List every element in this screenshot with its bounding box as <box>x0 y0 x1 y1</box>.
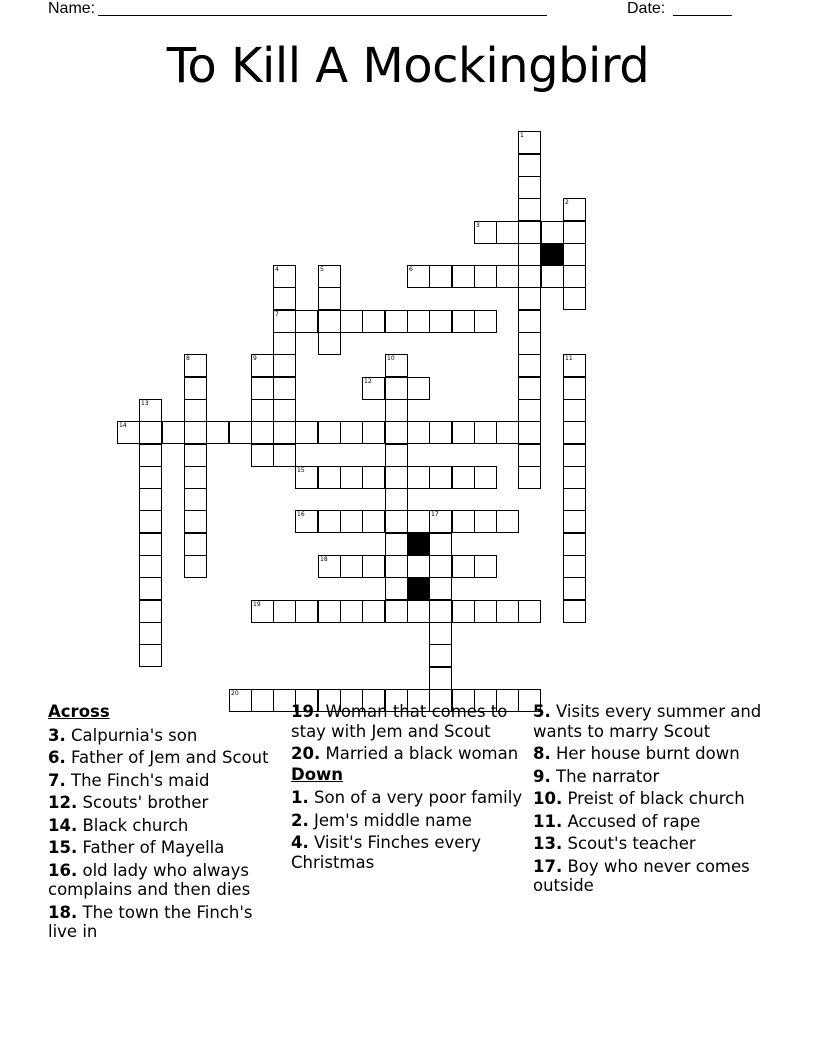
grid-cell[interactable] <box>407 555 430 578</box>
grid-cell[interactable] <box>139 555 162 578</box>
grid-cell[interactable] <box>563 421 586 444</box>
grid-cell[interactable] <box>429 533 452 556</box>
grid-cell[interactable] <box>563 221 586 244</box>
clue-across: 6. Father of Jem and Scout <box>48 748 269 767</box>
grid-cell[interactable] <box>518 600 541 623</box>
grid-cell[interactable] <box>251 354 274 377</box>
grid-cell[interactable] <box>139 600 162 623</box>
grid-cell[interactable] <box>518 176 541 199</box>
grid-cell[interactable] <box>318 555 341 578</box>
grid-cell[interactable] <box>251 399 274 422</box>
clue-down: 1. Son of a very poor family <box>291 788 523 807</box>
clue-down: 5. Visits every summer and wants to marry Scout <box>533 702 762 741</box>
grid-cell[interactable] <box>452 310 475 333</box>
grid-cell[interactable] <box>563 466 586 489</box>
grid-cell[interactable] <box>340 510 363 533</box>
cell-number: 18 <box>320 556 328 563</box>
grid-cell[interactable] <box>474 600 497 623</box>
grid-cell[interactable] <box>139 399 162 422</box>
grid-cell[interactable] <box>318 421 341 444</box>
grid-cell[interactable] <box>318 510 341 533</box>
clues-column-1 <box>48 702 286 945</box>
grid-cell[interactable] <box>184 444 207 467</box>
grid-cell[interactable] <box>318 265 341 288</box>
clue-across: 12. Scouts' brother <box>48 793 209 812</box>
grid-cell[interactable] <box>385 533 408 556</box>
clue-down: 4. Visit's Finches every Christmas <box>291 833 482 872</box>
grid-cell[interactable] <box>385 444 408 467</box>
grid-cell[interactable] <box>295 310 318 333</box>
grid-cell[interactable] <box>139 510 162 533</box>
clue-across: 7. The Finch's maid <box>48 770 210 790</box>
grid-cell[interactable] <box>407 600 430 623</box>
grid-cell[interactable] <box>362 466 385 489</box>
clue-across: 15. Father of Mayella <box>48 838 225 857</box>
clue-across: 3. Calpurnia's son <box>48 725 198 745</box>
grid-cell[interactable] <box>563 510 586 533</box>
grid-cell[interactable] <box>273 444 296 467</box>
grid-cell[interactable] <box>563 265 586 288</box>
date-label: Date: <box>627 0 666 17</box>
grid-cell[interactable] <box>139 577 162 600</box>
grid-cell[interactable] <box>184 555 207 578</box>
grid-cell[interactable] <box>518 466 541 489</box>
grid-cell[interactable] <box>362 510 385 533</box>
name-line[interactable]: ______________________________________________________ <box>98 0 547 17</box>
grid-cell[interactable] <box>429 622 452 645</box>
grid-cell[interactable] <box>385 377 408 400</box>
grid-cell[interactable] <box>474 310 497 333</box>
grid-cell[interactable] <box>362 555 385 578</box>
grid-cell-black <box>407 577 430 600</box>
grid-cell[interactable] <box>385 399 408 422</box>
grid-cell[interactable] <box>385 466 408 489</box>
across-heading: Across <box>48 702 110 721</box>
grid-cell[interactable] <box>563 577 586 600</box>
grid-cell-black <box>407 533 430 556</box>
grid-cell[interactable] <box>541 265 564 288</box>
grid-cell[interactable] <box>184 354 207 377</box>
grid-cell[interactable] <box>518 131 541 154</box>
grid-cell[interactable] <box>563 377 586 400</box>
clue-across: 16. old lady who always complains and then dies <box>48 860 251 899</box>
grid-cell[interactable] <box>563 555 586 578</box>
clues-column-2 <box>291 702 529 875</box>
grid-cell[interactable] <box>162 421 185 444</box>
grid-cell[interactable] <box>429 555 452 578</box>
grid-cell[interactable] <box>273 421 296 444</box>
grid-cell[interactable] <box>518 265 541 288</box>
cell-number: 14 <box>119 422 127 429</box>
clue-down: 8. Her house burnt down <box>533 744 740 763</box>
grid-cell[interactable] <box>407 466 430 489</box>
cell-number: 6 <box>409 266 413 273</box>
grid-cell[interactable] <box>518 287 541 310</box>
cell-number: 17 <box>431 511 439 518</box>
cell-number: 3 <box>476 222 480 229</box>
grid-cell[interactable] <box>474 421 497 444</box>
grid-cell[interactable] <box>184 377 207 400</box>
grid-cell[interactable] <box>273 354 296 377</box>
grid-cell[interactable] <box>518 444 541 467</box>
grid-cell[interactable] <box>407 265 430 288</box>
grid-cell[interactable] <box>563 488 586 511</box>
grid-cell[interactable] <box>518 377 541 400</box>
grid-cell[interactable] <box>318 310 341 333</box>
clue-across: 19. Woman that comes to stay with Jem and Scout <box>291 702 508 741</box>
grid-cell[interactable] <box>362 421 385 444</box>
grid-cell[interactable] <box>385 510 408 533</box>
grid-cell[interactable] <box>385 310 408 333</box>
grid-cell[interactable] <box>385 421 408 444</box>
grid-cell[interactable] <box>273 377 296 400</box>
grid-cell[interactable] <box>429 421 452 444</box>
grid-cell[interactable] <box>496 510 519 533</box>
grid-cell[interactable] <box>251 444 274 467</box>
clue-down: 2. Jem's middle name <box>291 810 472 830</box>
grid-cell[interactable] <box>496 221 519 244</box>
grid-cell[interactable] <box>139 466 162 489</box>
grid-cell[interactable] <box>251 600 274 623</box>
grid-cell[interactable] <box>340 310 363 333</box>
grid-cell[interactable] <box>318 600 341 623</box>
grid-cell[interactable] <box>407 421 430 444</box>
grid-cell[interactable] <box>474 221 497 244</box>
grid-cell[interactable] <box>139 533 162 556</box>
grid-cell[interactable] <box>541 221 564 244</box>
grid-cell[interactable] <box>563 600 586 623</box>
grid-cell[interactable] <box>184 466 207 489</box>
grid-cell[interactable] <box>518 243 541 266</box>
clue-down: 17. Boy who never comes outside <box>533 856 750 895</box>
grid-cell[interactable] <box>563 287 586 310</box>
grid-cell[interactable] <box>385 577 408 600</box>
cell-number: 2 <box>565 199 569 206</box>
grid-cell[interactable] <box>184 488 207 511</box>
grid-cell[interactable] <box>273 332 296 355</box>
grid-cell[interactable] <box>251 421 274 444</box>
grid-cell[interactable] <box>429 667 452 690</box>
grid-cell[interactable] <box>563 243 586 266</box>
grid-cell[interactable] <box>295 421 318 444</box>
grid-cell[interactable] <box>563 533 586 556</box>
grid-cell[interactable] <box>518 399 541 422</box>
grid-cell[interactable] <box>452 421 475 444</box>
page-title: To Kill A Mockingbird <box>166 38 650 94</box>
grid-cell[interactable] <box>563 444 586 467</box>
grid-cell[interactable] <box>295 510 318 533</box>
grid-cell[interactable] <box>496 265 519 288</box>
grid-cell[interactable] <box>429 265 452 288</box>
clue-across: 18. The town the Finch's live in <box>48 902 253 941</box>
clue-across: 14. Black church <box>48 815 189 835</box>
grid-cell[interactable] <box>496 600 519 623</box>
cell-number: 16 <box>297 511 305 518</box>
grid-cell[interactable] <box>318 466 341 489</box>
grid-cell[interactable] <box>452 466 475 489</box>
grid-cell[interactable] <box>452 510 475 533</box>
grid-cell[interactable] <box>340 421 363 444</box>
down-heading: Down <box>291 764 344 784</box>
grid-cell[interactable] <box>385 354 408 377</box>
clue-across: 20. Married a black woman <box>291 744 519 763</box>
grid-cell[interactable] <box>273 399 296 422</box>
cell-number: 4 <box>275 266 279 273</box>
grid-cell[interactable] <box>340 466 363 489</box>
grid-cell[interactable] <box>452 265 475 288</box>
grid-cell[interactable] <box>273 287 296 310</box>
grid-cell[interactable] <box>452 555 475 578</box>
grid-cell[interactable] <box>518 421 541 444</box>
cell-number: 19 <box>253 601 261 608</box>
grid-cell[interactable] <box>139 421 162 444</box>
grid-cell[interactable] <box>139 488 162 511</box>
cell-number: 5 <box>320 266 324 273</box>
cell-number: 20 <box>231 690 239 697</box>
grid-cell[interactable] <box>139 644 162 667</box>
clue-down: 11. Accused of rape <box>533 811 701 831</box>
grid-cell[interactable] <box>184 510 207 533</box>
grid-cell[interactable] <box>518 332 541 355</box>
grid-cell[interactable] <box>184 399 207 422</box>
grid-cell[interactable] <box>563 399 586 422</box>
grid-cell[interactable] <box>273 600 296 623</box>
cell-number: 8 <box>186 355 190 362</box>
cell-number: 1 <box>520 132 524 139</box>
grid-cell[interactable] <box>362 377 385 400</box>
grid-cell[interactable] <box>429 600 452 623</box>
grid-cell[interactable] <box>429 577 452 600</box>
cell-number: 11 <box>565 355 573 362</box>
grid-cell[interactable] <box>429 510 452 533</box>
grid-cell[interactable] <box>318 287 341 310</box>
grid-cell[interactable] <box>117 421 140 444</box>
date-line[interactable]: _______ <box>673 0 732 17</box>
grid-cell[interactable] <box>184 533 207 556</box>
grid-cell[interactable] <box>429 466 452 489</box>
clue-down: 9. The narrator <box>533 766 660 786</box>
cell-number: 12 <box>364 378 372 385</box>
grid-cell[interactable] <box>452 600 475 623</box>
grid-cell[interactable] <box>518 354 541 377</box>
grid-cell[interactable] <box>139 622 162 645</box>
cell-number: 9 <box>253 355 257 362</box>
clue-down: 13. Scout's teacher <box>533 834 696 853</box>
grid-cell[interactable] <box>139 444 162 467</box>
grid-cell[interactable] <box>474 466 497 489</box>
grid-cell[interactable] <box>518 221 541 244</box>
clues-column-3 <box>533 702 771 899</box>
grid-cell[interactable] <box>362 600 385 623</box>
grid-cell[interactable] <box>429 644 452 667</box>
grid-cell[interactable] <box>385 488 408 511</box>
grid-cell[interactable] <box>340 600 363 623</box>
name-label: Name: <box>48 0 96 17</box>
grid-cell[interactable] <box>474 555 497 578</box>
grid-cell[interactable] <box>563 354 586 377</box>
grid-cell[interactable] <box>385 600 408 623</box>
grid-cell[interactable] <box>184 421 207 444</box>
cell-number: 15 <box>297 467 305 474</box>
grid-cell[interactable] <box>251 377 274 400</box>
grid-cell[interactable] <box>295 600 318 623</box>
grid-cell[interactable] <box>518 154 541 177</box>
grid-cell[interactable] <box>407 310 430 333</box>
cell-number: 10 <box>387 355 395 362</box>
grid-cell[interactable] <box>518 198 541 221</box>
grid-cell[interactable] <box>318 332 341 355</box>
grid-cell[interactable] <box>273 265 296 288</box>
grid-cell[interactable] <box>206 421 229 444</box>
grid-cell[interactable] <box>362 310 385 333</box>
grid-cell-black <box>541 243 564 266</box>
grid-cell[interactable] <box>496 421 519 444</box>
grid-cell[interactable] <box>407 377 430 400</box>
grid-cell[interactable] <box>563 198 586 221</box>
grid-cell[interactable] <box>340 555 363 578</box>
grid-cell[interactable] <box>273 310 296 333</box>
cell-number: 7 <box>275 311 279 318</box>
clue-down: 10. Preist of black church <box>533 789 745 808</box>
grid-cell[interactable] <box>407 510 430 533</box>
grid-cell[interactable] <box>518 310 541 333</box>
grid-cell[interactable] <box>229 421 252 444</box>
grid-cell[interactable] <box>474 510 497 533</box>
grid-cell[interactable] <box>474 265 497 288</box>
cell-number: 13 <box>141 400 149 407</box>
grid-cell[interactable] <box>295 466 318 489</box>
grid-cell[interactable] <box>385 555 408 578</box>
grid-cell[interactable] <box>429 310 452 333</box>
